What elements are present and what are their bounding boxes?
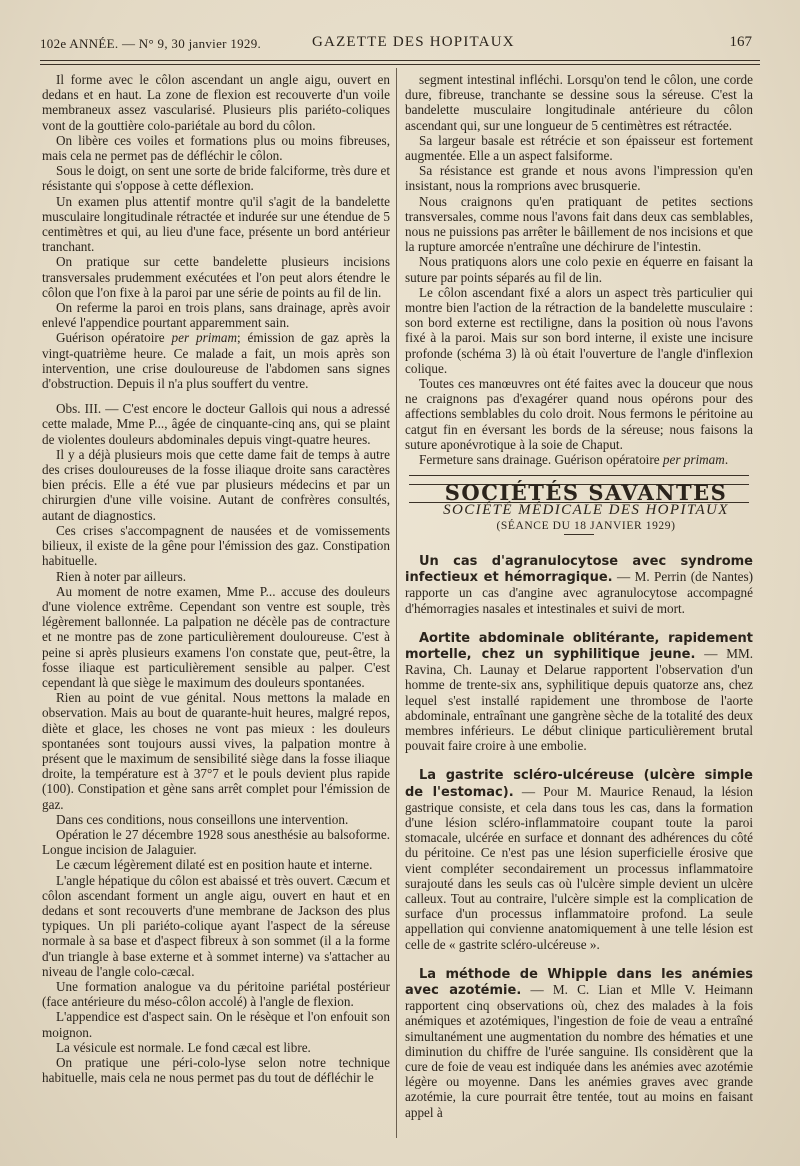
paragraph: On pratique une péri-colo-lyse selon notre technique habituelle, mais cela ne nous permet pas du tout de défléchir le (42, 1055, 390, 1086)
paragraph: Nous pratiquons alors une colo pexie en équerre en faisant la suture par points séparés au fil de lin. (405, 254, 753, 285)
left-column (42, 72, 390, 1085)
paragraph: Sous le doigt, on sent une sorte de bride falciforme, très dure et résistante qui s'oppose à cette déflexion. (42, 163, 390, 194)
paragraph: segment intestinal infléchi. Lorsqu'on tend le côlon, une corde dure, fibreuse, tranchante se dessine sous la séreuse. C'est la bandelette musculaire longitudinale antérieure du côlon ascendant qui, sur une longueur de 5 centimètres est rétractée. (405, 72, 753, 133)
header-rule (40, 60, 760, 61)
paragraph (42, 330, 390, 391)
paragraph: Au moment de notre examen, Mme P... accuse des douleurs d'une violence extrême. Cependant son ventre est souple, très légèrement ballonnée. La palpation ne décèle pas de contracture et ne montre pas de zone particulièrement douloureuse. C'est à peine si après plusieurs examens l'on constate que, peut-être, la fosse iliaque est particulièrement sensible au palper. C'est cependant là que siège le maximum des douleurs spontanées. (42, 583, 390, 690)
header-rule-thin (40, 64, 760, 65)
small-rule (564, 534, 594, 535)
paragraph: La vésicule est normale. Le fond cæcal est libre. (56, 1039, 311, 1055)
article-text: — M. C. Lian et Mlle V. Heimann rapportent cinq observations où, chez des malades à la fois anémiques et azotémiques, l'ingestion de foie de veau a entraîné simultanément une augmentation du nombre des hématies et une diminution du chiffre de l'urée sanguine. Ils considèrent que la cure de foie de veau est indiquée dans les anémies avec azotémie légère ou moyenne. Dans les anémies graves avec grande azotémie, la cure pourrait être tentée, tout au moins en faisant appel à (405, 981, 753, 1120)
text-run: Guérison opératoire (56, 330, 172, 346)
text-run: Fermeture sans drainage. Guérison opératoire (419, 452, 663, 468)
paragraph: Sa largeur basale est rétrécie et son épaisseur est fortement augmentée. Elle a un aspect falsiforme. (405, 132, 753, 164)
paragraph (405, 452, 753, 467)
paragraph: On referme la paroi en trois plans, sans drainage, après avoir enlevé l'appendice pourtant apparemment sain. (42, 300, 390, 331)
article-text: — MM. Ravina, Ch. Launay et Delarue rapportent l'observation d'un homme de trente-six ans, syphilitique depuis quatorze ans, chez lequel s'est installé rapidement une thrombose de l'aorte abdominale, entraînant une gangrène sèche de la totalité des deux membres inférieurs. Le début clinique particulièrement brutal pouvait faire croire à une embolie. (405, 645, 753, 754)
paragraph: Il forme avec le côlon ascendant un angle aigu, ouvert en dedans et en haut. La zone de flexion est recouverte d'un voile membraneux assez vascularisé. Plusieurs plis pariéto-coliques vont de la gouttière colo-pariétale au bord du côlon. (42, 72, 390, 133)
session-date: (SÉANCE DU 18 JANVIER 1929) (496, 519, 676, 532)
paragraph: Sa résistance est grande et nous avons l'impression qu'en insistant, nous la romprions avec brusquerie. (405, 163, 753, 194)
text-run: ; émission de gaz après la vingt-quatrième heure. Ce malade a fait, un mois après son intervention, une crise douloureuse de l'abdomen sans signes d'obstruction. Depuis il n'a plus souffert du ventre. (42, 330, 390, 392)
article (405, 630, 753, 754)
paragraph: Nous craignons qu'en pratiquant de petites sections transversales, comme nous l'avons fait dans deux cas semblables, nous ne puissions pas arrêter le bâillement de nos incisions et que la rupture amorcée n'entraîne une déchirure de l'intestin. (405, 193, 753, 255)
section-title: SOCIÉTÉS SAVANTES (444, 480, 728, 506)
article-title: La méthode de Whipple dans les anémies avec azotémie. (405, 966, 753, 998)
society-name: SOCIÉTÉ MÉDICALE DES HOPITAUX (443, 502, 729, 519)
paragraph: Le côlon ascendant fixé a alors un aspect très particulier qui montre bien l'action de la rétraction de la bandelette musculaire : son bord externe est rectiligne, dans la position où nous l'avons fixé à la paroi. Mais sur son bord interne, il existe une incisure profonde (schéma 3) là où était l'ouverture de l'angle d'inflexion colique. (405, 284, 753, 376)
page-header (40, 32, 760, 58)
paragraph: Une formation analogue va du péritoine pariétal postérieur (face antérieure du méso-côlon accolé) à l'angle de flexion. (42, 978, 390, 1010)
article-title: La gastrite scléro-ulcéreuse (ulcère simple de l'estomac). (405, 768, 753, 800)
observation-heading-paragraph: Obs. III. — C'est encore le docteur Gallois qui nous a adressé cette malade, Mme P..., âgée de cinquante-cinq ans, qui se plaint de violentes douleurs abdominales depuis vingt-quatre heures. (42, 401, 390, 447)
issue-info: 102e ANNÉE. — N° 9, 30 janvier 1929. (40, 36, 262, 51)
paragraph: Opération le 27 décembre 1928 sous anesthésie au balsoforme. Longue incision de Jalaguier. (42, 826, 390, 858)
paragraph: Le cæcum légèrement dilaté est en position haute et interne. (56, 857, 373, 873)
paragraph: Rien au point de vue génital. Nous mettons la malade en observation. Mais au bout de quarante-huit heures, malgré repos, diète et glace, les choses ne vont pas mieux : les douleurs spontanées sont toujours aussi vives, la palpation montre à présent que le maximum de sensibilité siège dans la fosse iliaque droite, la température est à 37°7 et le pouls devient plus rapide (100). Constipation et gène sans arrêt complet pour l'émission de gaz. (42, 690, 390, 812)
article-text: — M. Perrin (de Nantes) rapporte un cas d'angine avec agranulocytose accompagné d'hémorragies nasales et intestinales et suivi de mort. (405, 569, 753, 616)
paragraph: Ces crises s'accompagnent de nausées et de vomissements bilieux, il existe de la gêne pour l'émission des gaz. Constipation habituelle. (42, 522, 390, 569)
paragraph: L'angle hépatique du côlon est abaissé et très ouvert. Cæcum et côlon ascendant forment un angle aigu, ouvert en haut et en dedans et sont recouverts d'une membrane de Jackson des plus typiques. Un pli pariéto-colique ayant l'aspect de la séreuse normale à sa base et d'aspect fibreux à son sommet (il a la forme d'un triangle à base externe et à sommet interne) va s'attacher au niveau de l'angle colo-cæcal. (42, 872, 390, 979)
paragraph: Dans ces conditions, nous conseillons une intervention. (56, 811, 349, 827)
page-number: 167 (729, 34, 752, 50)
paragraph: Un examen plus attentif montre qu'il s'agit de la bandelette musculaire longitudinale rétractée et indurée sur une étendue de 5 centimètres et qui, au lieu d'une face, présente un bord antérieur tranchant. (42, 193, 390, 255)
article-text: — Pour M. Maurice Renaud, la lésion gastrique consiste, et cela dans tous les cas, dans la formation d'une lésion scléro-inflammatoire coupant toute la paroi stomacale, ulcérée en surface et donnant des adhérences du côté du péritoine. Ce n'est pas une lésion superficielle érosive que vient compléter secondairement un processus inflammatoire surajouté dans les seuls cas où l'ulcère simple devient un ulcère calleux. Tout au contraire, l'ulcère simple est la complication de surface d'un processus inflammatoire profond. La seule appellation qui convienne anatomiquement à une telle lésion est celle de « gastrite scléro-ulcéreuse ». (405, 783, 753, 952)
journal-title: GAZETTE DES HOPITAUX (312, 34, 515, 50)
article (405, 767, 753, 951)
article (405, 553, 753, 616)
paragraph: L'appendice est d'aspect sain. On le résèque et l'on enfouit son moignon. (42, 1009, 390, 1040)
paragraph: Il y a déjà plusieurs mois que cette dame fait de temps à autre des crises douloureuses de la fosse iliaque droite sans caractères bien précis. Elle a été vue par plusieurs médecins et par un chirurgien d'une ville voisine. Autant de confrères consultés, autant de diagnostics. (42, 446, 390, 523)
paragraph: On libère ces voiles et formations plus ou moins fibreuses, mais cela ne permet pas de défléchir le côlon. (42, 132, 390, 164)
right-column (405, 72, 753, 1120)
column-divider (396, 68, 397, 1138)
section-rule (409, 475, 749, 476)
paragraph: On pratique sur cette bandelette plusieurs incisions transversales prudemment exécutées et l'on peut alors étendre le côlon que l'on fixe à la paroi par une série de points au fil de lin. (42, 254, 390, 300)
paragraph: Rien à noter par ailleurs. (56, 568, 186, 584)
article (405, 966, 753, 1120)
article-title: Aortite abdominale oblitérante, rapidement mortelle, chez un syphilitique jeune. (405, 630, 753, 662)
paragraph: Toutes ces manœuvres ont été faites avec la douceur que nous ne craignons pas d'exagérer quand nous opérons pour des affections semblables du colo droit. Nous fermons le péritoine au catgut fin en éversant les bords de la séreuse; nous faisons la suture aponévrotique à la soie de Chaput. (405, 376, 753, 452)
text-run: . (724, 452, 729, 468)
article-title: Un cas d'agranulocytose avec syndrome infectieux et hémorragique. (405, 553, 753, 586)
latin-term: per primam (662, 452, 725, 468)
latin-term: per primam (171, 330, 238, 346)
